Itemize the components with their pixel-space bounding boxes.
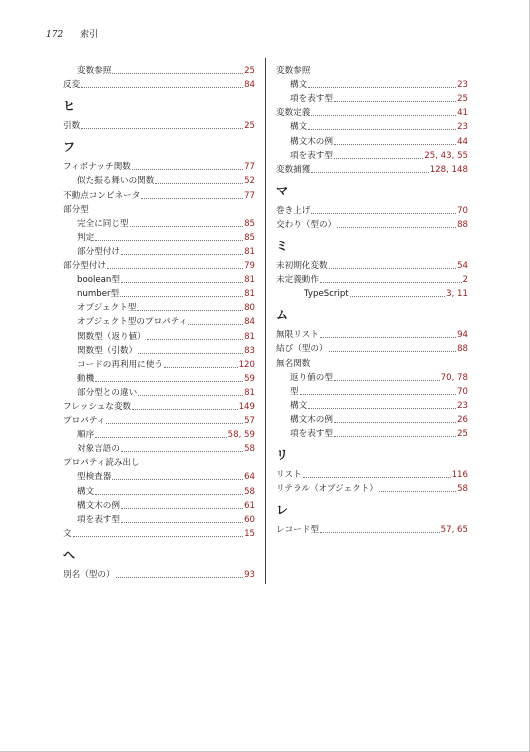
- index-term: 交わり（型の）: [276, 219, 337, 230]
- index-entry: [276, 522, 468, 536]
- index-section-letter: ミ: [276, 238, 289, 253]
- dot-leader: [107, 268, 243, 269]
- index-entry: [63, 469, 255, 483]
- index-page-refs[interactable]: 88: [457, 344, 468, 355]
- dot-leader: [308, 129, 456, 130]
- index-page-refs[interactable]: 58: [244, 444, 255, 455]
- index-page-refs[interactable]: 81: [244, 331, 255, 342]
- index-term: 関数型（返り値）: [77, 331, 146, 342]
- index-entry: [63, 512, 255, 526]
- dot-leader: [329, 351, 456, 352]
- index-column-right: [276, 63, 468, 536]
- index-term: 反変: [63, 80, 81, 91]
- index-page-refs[interactable]: 85: [244, 232, 255, 243]
- dot-leader: [334, 436, 456, 437]
- index-page-refs[interactable]: 23: [457, 400, 468, 411]
- index-entry: [63, 187, 255, 201]
- index-entry: [276, 63, 468, 77]
- dot-leader: [350, 296, 445, 297]
- index-page-refs[interactable]: 54: [457, 261, 468, 272]
- index-term: 文: [63, 528, 72, 539]
- dot-leader: [95, 381, 243, 382]
- index-entry: [276, 327, 468, 341]
- index-term: 返り値の型: [290, 372, 333, 383]
- index-page-refs[interactable]: 70, 78: [440, 372, 468, 383]
- index-term: 結び（型の）: [276, 344, 328, 355]
- dot-leader: [121, 282, 243, 283]
- index-page-refs[interactable]: 120: [238, 359, 255, 370]
- index-page-refs[interactable]: 23: [457, 122, 468, 133]
- index-term: 項を表す型: [290, 428, 333, 439]
- index-term: 構文: [290, 122, 308, 133]
- dot-leader: [147, 339, 243, 340]
- index-entry: [63, 455, 255, 469]
- dot-leader: [141, 198, 243, 199]
- index-term: 引数: [63, 121, 81, 132]
- index-term: 項を表す型: [290, 150, 333, 161]
- dot-leader: [308, 87, 456, 88]
- dot-leader: [300, 394, 456, 395]
- index-entry: [63, 272, 255, 286]
- index-page-refs[interactable]: 85: [244, 218, 255, 229]
- index-entry: [276, 77, 468, 91]
- index-page-refs[interactable]: 25: [457, 428, 468, 439]
- dot-leader: [320, 532, 440, 533]
- dot-leader: [95, 494, 243, 495]
- index-entry: [276, 384, 468, 398]
- index-term: 未初期化変数: [276, 261, 328, 272]
- index-term: オブジェクト型のプロパティ: [77, 317, 188, 328]
- index-term: 項を表す型: [290, 94, 333, 105]
- index-entry: [63, 567, 255, 581]
- index-page-refs[interactable]: 60: [244, 514, 255, 525]
- index-entry: [63, 173, 255, 187]
- index-page-refs[interactable]: 2: [462, 275, 468, 286]
- index-page-refs[interactable]: 93: [244, 569, 255, 580]
- index-term: boolean型: [77, 275, 120, 286]
- index-term: レコード型: [276, 525, 319, 536]
- index-page-refs[interactable]: 77: [244, 162, 255, 173]
- index-page-refs[interactable]: 79: [244, 261, 255, 272]
- index-entry: [63, 357, 255, 371]
- index-term: プロパティ: [63, 416, 106, 427]
- index-term: 巻き上げ: [276, 205, 311, 216]
- index-entry: [63, 371, 255, 385]
- index-entry: [276, 162, 468, 176]
- dot-leader: [73, 536, 243, 537]
- dot-leader: [121, 254, 243, 255]
- index-entry: [63, 343, 255, 357]
- index-page-refs[interactable]: 81: [244, 289, 255, 300]
- index-term: 変数定義: [276, 108, 311, 119]
- dot-leader: [132, 409, 237, 410]
- index-entry: [63, 244, 255, 258]
- index-term: 構文: [290, 400, 308, 411]
- index-term: TypeScript: [304, 289, 349, 300]
- index-term: 部分型との違い: [77, 387, 138, 398]
- index-page-refs[interactable]: 25: [244, 66, 255, 77]
- index-page-refs[interactable]: 84: [244, 80, 255, 91]
- header-title: 索引: [80, 30, 99, 40]
- index-section-letter: リ: [276, 447, 289, 462]
- index-entry: [63, 159, 255, 173]
- dot-leader: [334, 380, 440, 381]
- index-page-refs[interactable]: 88: [457, 219, 468, 230]
- index-entry: [63, 77, 255, 91]
- index-page-refs[interactable]: 58: [457, 484, 468, 495]
- index-page-refs[interactable]: 84: [244, 317, 255, 328]
- dot-leader: [106, 423, 243, 424]
- index-entry: [63, 286, 255, 300]
- index-entry: [276, 119, 468, 133]
- dot-leader: [120, 296, 243, 297]
- dot-leader: [81, 128, 243, 129]
- index-page-refs[interactable]: 116: [451, 470, 468, 481]
- index-term: 対象言語の: [77, 444, 120, 455]
- index-entry: [276, 258, 468, 272]
- dot-leader: [95, 240, 243, 241]
- index-page-refs[interactable]: 83: [244, 345, 255, 356]
- dot-leader: [116, 577, 243, 578]
- dot-leader: [334, 144, 456, 145]
- dot-leader: [303, 477, 451, 478]
- index-entry: [63, 399, 255, 413]
- dot-leader: [112, 479, 243, 480]
- index-section-letter: ム: [276, 308, 289, 323]
- dot-leader: [379, 491, 456, 492]
- index-entry: [63, 118, 255, 132]
- index-term: リテラル（オブジェクト）: [276, 484, 378, 495]
- index-entry: [276, 481, 468, 495]
- dot-leader: [155, 183, 243, 184]
- index-term: 順序: [77, 430, 95, 441]
- index-entry: [63, 314, 255, 328]
- index-entry: [276, 91, 468, 105]
- index-term: 部分型付け: [63, 261, 106, 272]
- index-term: 部分型付け: [77, 246, 120, 257]
- index-term: 型: [290, 386, 299, 397]
- dot-leader: [121, 508, 243, 509]
- index-term: 似た振る舞いの関数: [77, 176, 155, 187]
- page-number: 172: [46, 30, 64, 40]
- dot-leader: [311, 172, 428, 173]
- index-entry: [276, 426, 468, 440]
- index-entry: [276, 217, 468, 231]
- dot-leader: [95, 437, 226, 438]
- index-term: 変数参照: [77, 66, 112, 77]
- dot-leader: [81, 87, 243, 88]
- index-page-refs[interactable]: 61: [244, 500, 255, 511]
- index-entry: [63, 498, 255, 512]
- index-entry: [63, 385, 255, 399]
- index-entry: [63, 63, 255, 77]
- index-term: 未定義動作: [276, 275, 319, 286]
- index-entry: [276, 272, 468, 286]
- index-term: 無名関数: [276, 358, 311, 369]
- index-page-refs[interactable]: 128, 148: [429, 164, 468, 175]
- index-section-letter: フ: [63, 140, 76, 155]
- running-header: [46, 27, 98, 40]
- index-page-refs[interactable]: 77: [244, 190, 255, 201]
- index-page-refs[interactable]: 80: [244, 303, 255, 314]
- index-page-refs[interactable]: 64: [244, 472, 255, 483]
- index-section-letter: へ: [63, 547, 76, 562]
- dot-leader: [132, 169, 243, 170]
- index-page-refs[interactable]: 70: [457, 205, 468, 216]
- index-page-refs[interactable]: 3, 11: [446, 289, 468, 300]
- dot-leader: [334, 158, 423, 159]
- index-term: フィボナッチ関数: [63, 162, 131, 173]
- dot-leader: [311, 213, 456, 214]
- dot-leader: [164, 367, 238, 368]
- index-entry: [63, 300, 255, 314]
- index-term: 別名（型の）: [63, 569, 115, 580]
- index-page-refs[interactable]: 58: [244, 486, 255, 497]
- index-page-refs[interactable]: 59: [244, 373, 255, 384]
- dot-leader: [138, 395, 243, 396]
- index-page-refs[interactable]: 44: [457, 136, 468, 147]
- index-page-refs[interactable]: 15: [244, 528, 255, 539]
- index-page-refs[interactable]: 81: [244, 275, 255, 286]
- index-entry: [276, 133, 468, 147]
- index-entry: [276, 412, 468, 426]
- index-term: 構文: [290, 80, 308, 91]
- index-column-left: [63, 63, 255, 581]
- index-entry: [276, 203, 468, 217]
- index-term: 変数捕獲: [276, 164, 311, 175]
- index-entry: [276, 467, 468, 481]
- index-page-refs[interactable]: 26: [457, 414, 468, 425]
- index-entry: [63, 258, 255, 272]
- index-entry: [276, 286, 468, 300]
- index-term: 無限リスト: [276, 330, 319, 341]
- index-entry: [63, 216, 255, 230]
- index-page-refs[interactable]: 81: [244, 246, 255, 257]
- index-page-refs[interactable]: 25, 43, 55: [424, 150, 468, 161]
- dot-leader: [320, 337, 456, 338]
- dot-leader: [308, 408, 456, 409]
- index-term: オブジェクト型: [77, 303, 137, 314]
- index-entry: [63, 483, 255, 497]
- dot-leader: [121, 451, 243, 452]
- dot-leader: [130, 226, 243, 227]
- index-page-refs[interactable]: 25: [244, 121, 255, 132]
- index-page-refs[interactable]: 149: [238, 401, 255, 412]
- index-entry: [276, 341, 468, 355]
- index-entry: [63, 413, 255, 427]
- index-term: 関数型（引数）: [77, 345, 138, 356]
- index-entry: [63, 427, 255, 441]
- index-entry: [63, 526, 255, 540]
- index-page-refs[interactable]: 81: [244, 387, 255, 398]
- index-entry: [276, 398, 468, 412]
- dot-leader: [329, 268, 456, 269]
- dot-leader: [138, 353, 243, 354]
- index-term: コードの再利用に使う: [77, 359, 163, 370]
- dot-leader: [112, 73, 243, 74]
- index-entry: [63, 230, 255, 244]
- index-term: 構文木の例: [290, 414, 333, 425]
- index-section-letter: レ: [276, 503, 289, 518]
- index-term: 部分型: [63, 204, 89, 215]
- index-term: フレッシュな変数: [63, 401, 132, 412]
- index-page-refs[interactable]: 23: [457, 80, 468, 91]
- index-term: 項を表す型: [77, 514, 120, 525]
- index-entry: [276, 148, 468, 162]
- dot-leader: [137, 310, 243, 311]
- index-page-refs[interactable]: 52: [244, 176, 255, 187]
- index-term: 構文木の例: [77, 500, 120, 511]
- index-section-letter: ヒ: [63, 99, 76, 114]
- index-term: 型検査器: [77, 472, 112, 483]
- dot-leader: [334, 101, 456, 102]
- index-page-refs[interactable]: 25: [457, 94, 468, 105]
- index-page-refs[interactable]: 41: [457, 108, 468, 119]
- dot-leader: [121, 522, 243, 523]
- column-divider: [265, 58, 266, 584]
- index-term: 構文木の例: [290, 136, 333, 147]
- dot-leader: [320, 282, 462, 283]
- index-term: プロパティ読み出し: [63, 458, 140, 469]
- index-section-letter: マ: [276, 183, 289, 198]
- index-page-refs[interactable]: 58, 59: [227, 430, 255, 441]
- index-term: リスト: [276, 470, 302, 481]
- index-page-refs[interactable]: 57, 65: [440, 525, 468, 536]
- index-entry: [63, 441, 255, 455]
- dot-leader: [334, 422, 456, 423]
- index-page-refs[interactable]: 57: [244, 416, 255, 427]
- dot-leader: [337, 227, 456, 228]
- index-entry: [276, 105, 468, 119]
- index-term: 動機: [77, 373, 95, 384]
- index-entry: [63, 202, 255, 216]
- dot-leader: [311, 115, 456, 116]
- index-term: 完全に同じ型: [77, 218, 129, 229]
- index-term: 不動点コンビネータ: [63, 190, 141, 201]
- index-term: number型: [77, 289, 120, 300]
- index-page-refs[interactable]: 70: [457, 386, 468, 397]
- index-term: 変数参照: [276, 66, 311, 77]
- index-page-refs[interactable]: 94: [457, 330, 468, 341]
- index-entry: [276, 355, 468, 369]
- dot-leader: [188, 324, 243, 325]
- index-term: 構文: [77, 486, 95, 497]
- index-entry: [63, 328, 255, 342]
- index-term: 判定: [77, 232, 95, 243]
- index-entry: [276, 370, 468, 384]
